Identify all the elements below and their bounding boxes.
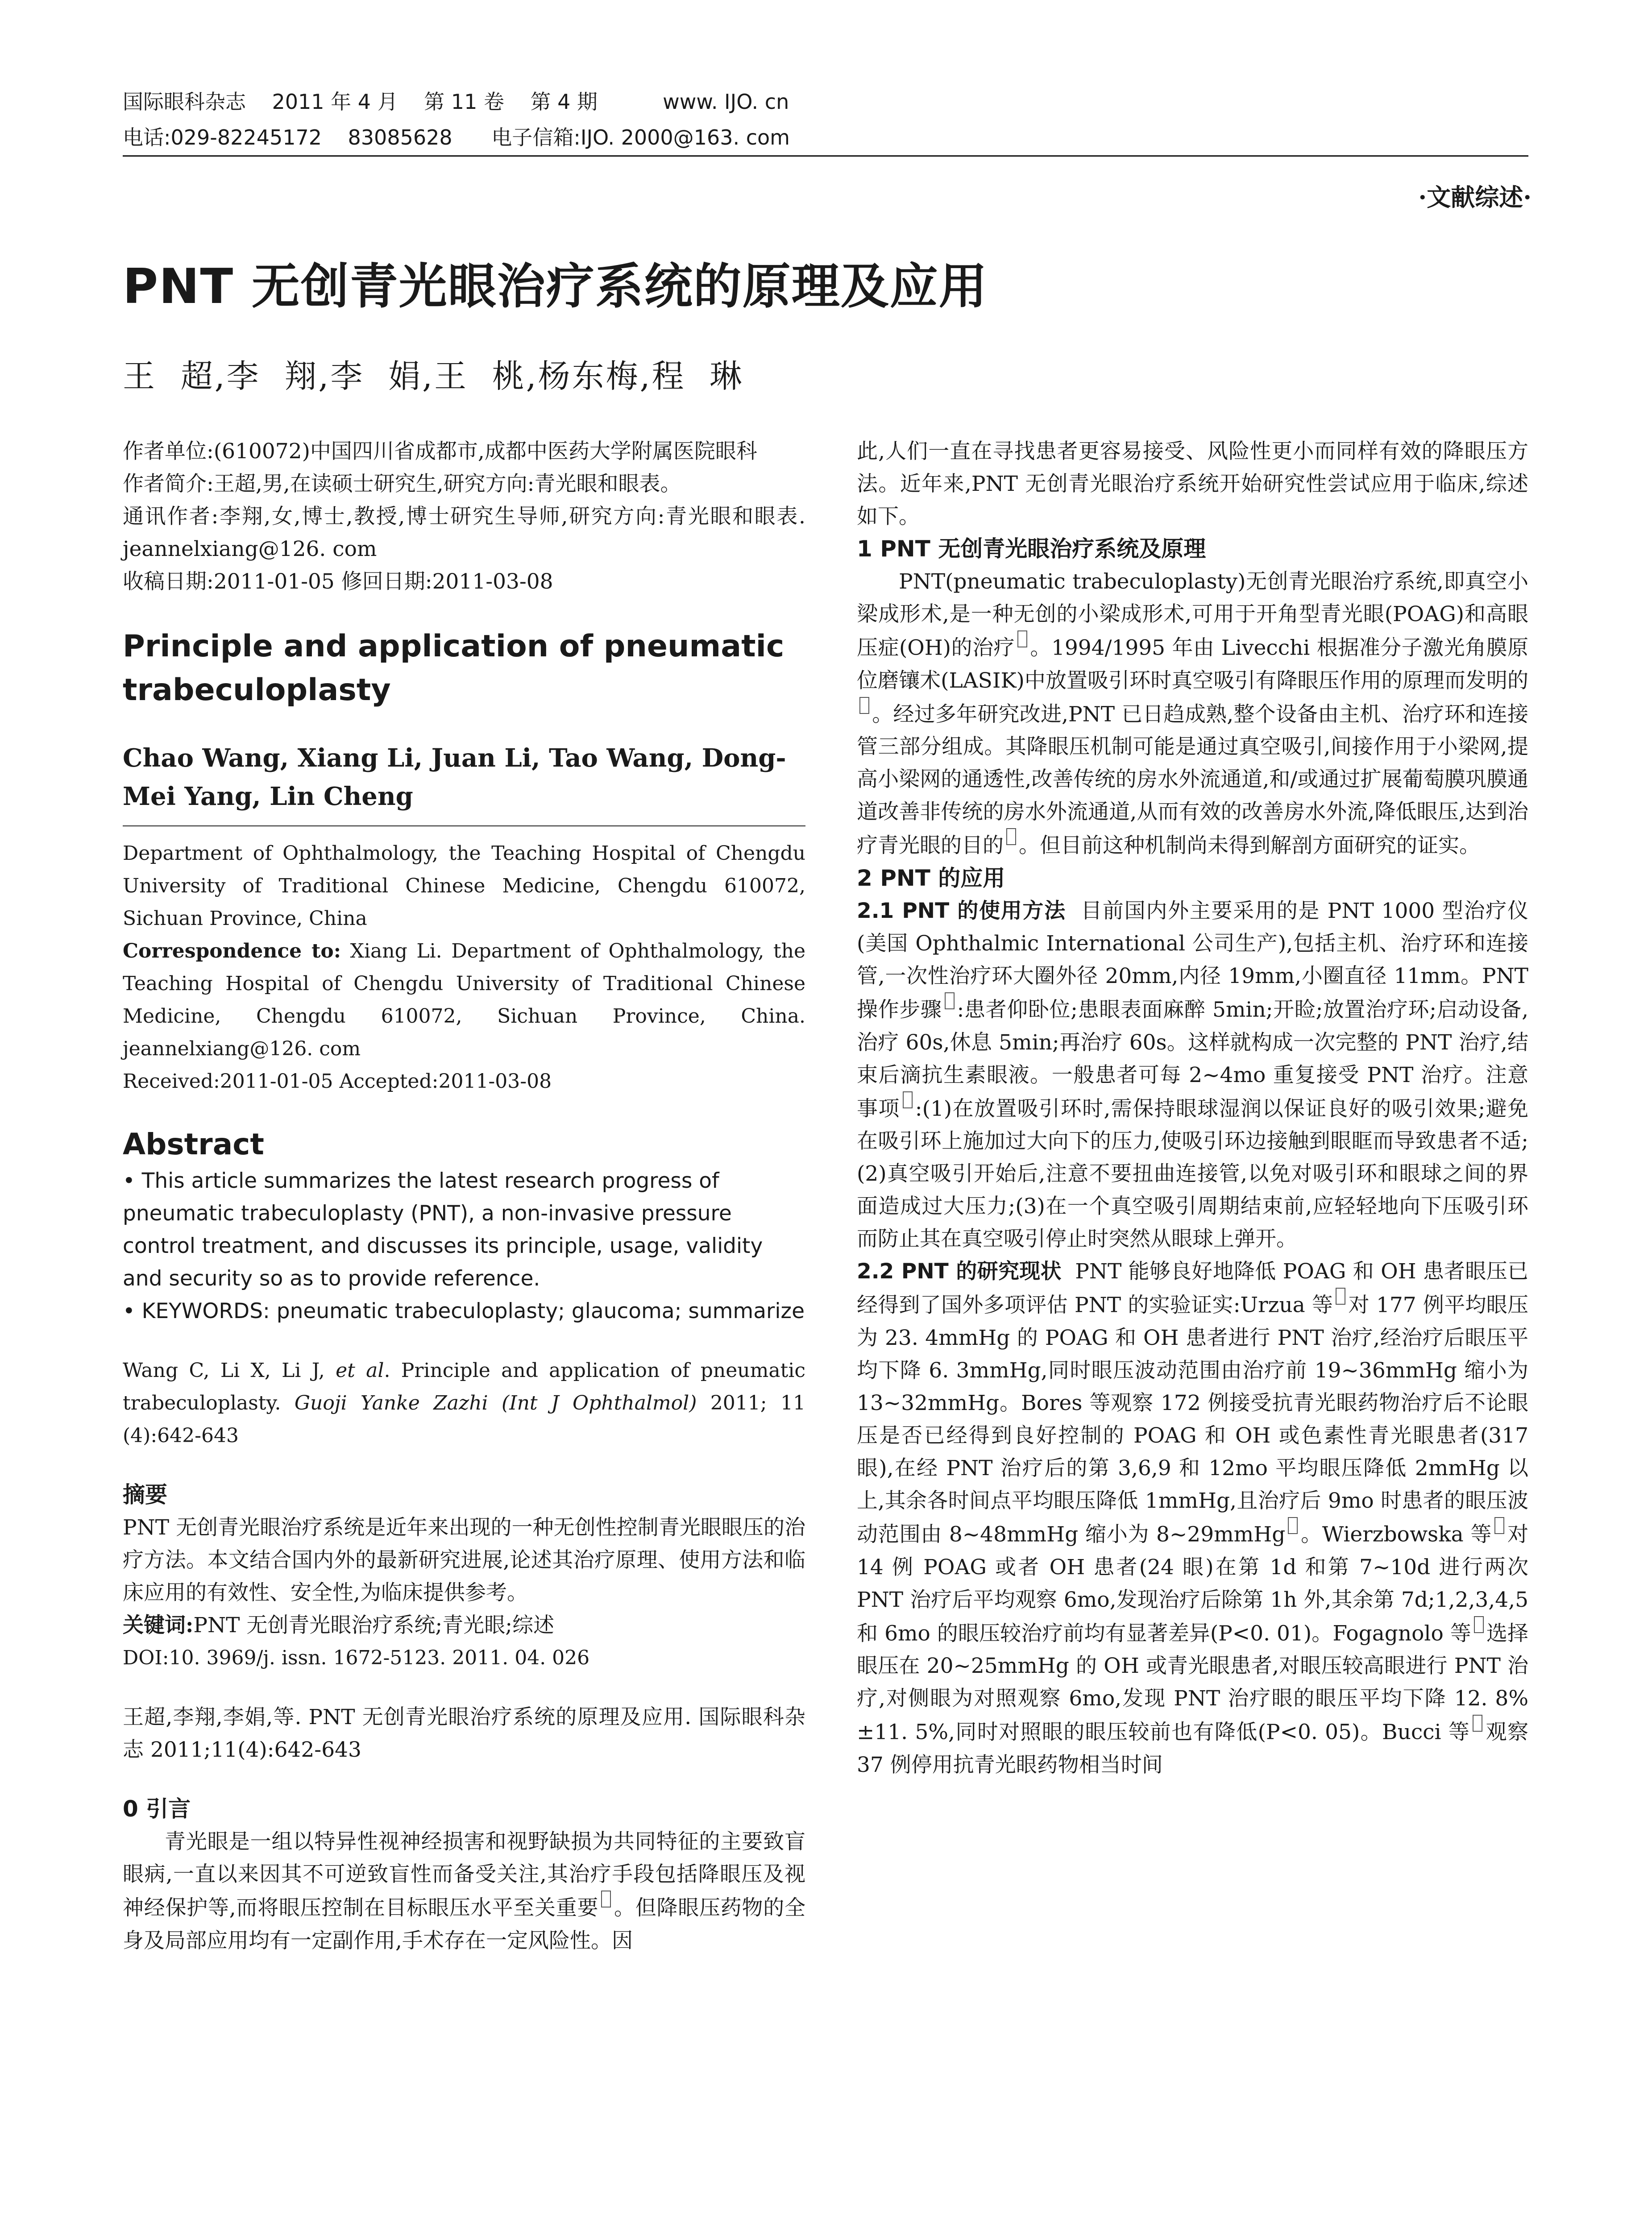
citation-marker [1288,1517,1298,1534]
authors-en: Chao Wang, Xiang Li, Juan Li, Tao Wang, Dong-Mei Yang, Lin Cheng [123,743,786,811]
affiliation-rule [123,825,805,826]
right-column [857,435,1528,1781]
abstract-body-en: • This article summarizes the latest research progress of pneumatic trabeculoplasty (PNT), a non-invasive pressure control treatment, and discusses its principle, usage, validity and security so as to provide reference. [123,1169,763,1291]
citation-marker [859,697,869,714]
dates-cn: 收稿日期:2011-01-05 修回日期:2011-03-08 [123,569,553,594]
correspondence-en [123,935,805,1065]
article-title-en: Principle and application of pneumatic trabeculoplasty [123,629,784,708]
abstract-heading: Abstract [123,1127,264,1161]
citation-marker [1494,1517,1504,1534]
section-2-2-heading: 2.2 PNT 的研究现状 [857,1259,1062,1284]
citation-marker [1017,630,1027,647]
header-rule [123,155,1528,157]
keywords-cn [123,1609,805,1642]
left-column [123,435,805,1957]
citation-marker [1474,1616,1484,1633]
citation-marker [1473,1715,1482,1732]
section-tag: ·文献综述· [1418,183,1532,211]
citation-marker [1336,1288,1345,1305]
citation-marker [1006,828,1016,845]
running-header-contact: 电话:029-82245172 83085628 电子信箱:IJO. 2000@163. com [123,125,790,149]
doi: DOI:10. 3969/j. issn. 1672-5123. 2011. 04. 026 [123,1646,590,1669]
corresponding-author-cn: 通讯作者:李翔,女,博士,教授,博士研究生导师,研究方向:青光眼和眼表. jeannelxiang@126. com [123,504,805,561]
abstract-body-cn: PNT 无创青光眼治疗系统是近年来出现的一种无创性控制青光眼眼压的治疗方法。本文结合国内外的最新研究进展,论述其治疗原理、使用方法和临床应用的有效性、安全性,为临床提供参考。 [123,1515,805,1605]
section-1-paragraph: PNT(pneumatic trabeculoplasty)无创青光眼治疗系统,即真空小梁成形术,是一种无创的小梁成形术,可用于开角型青光眼(POAG)和高眼压症(OH)的治疗 。1994/1995 年由 Livecchi 根据准分子激光角膜原位磨镶术(LASIK)中放置吸引环时真空吸引有降眼压作用的原理而发明的。经过多年研究改进,PNT 已日趋成熟,整个设备由主机、治疗环和连接管三部分组成。其降眼压机制可能是通过真空吸引,间接作用于小梁网,提高小梁网的通透性,改善传统的房水外流通道,和/或通过扩展葡萄膜巩膜通道改善非传统的房水外流通道,从而有效的改善房水外流,降低眼压,达到治疗青光眼的目的 。但目前这种机制尚未得到解剖方面研究的证实。 [857,569,1528,858]
citation-marker [601,1891,611,1908]
citation-marker [945,992,955,1009]
affiliation-cn: 作者单位:(610072)中国四川省成都市,成都中医药大学附属医院眼科 [123,439,757,464]
abstract-cn-heading: 摘要 [123,1482,167,1508]
intro-paragraph: 青光眼是一组以特异性视神经损害和视野缺损为共同特征的主要致盲眼病,一直以来因其不可逆致盲性而备受关注,其治疗手段包括降眼压及视神经保护等,而将眼压控制在目标眼压水平至关重要 。但降眼压药物的全身及局部应用均有一定副作用,手术存在一定风险性。因 [123,1829,805,1953]
intro-heading: 0 引言 [123,1796,191,1822]
correspondence-text: Xiang Li. Department of Ophthalmology, the Teaching Hospital of Chengdu University of Traditional Chinese Medicine, Chengdu 610072, Sichuan Province, China. jeannelxiang@126. com [123,940,805,1060]
intro-continued: 此,人们一直在寻找患者更容易接受、风险性更小而同样有效的降眼压方法。近年来,PNT 无创青光眼治疗系统开始研究性尝试应用于临床,综述如下。 [857,439,1528,529]
dates-en: Received:2011-01-05 Accepted:2011-03-08 [123,1070,552,1093]
keywords-cn-label: 关键词: [123,1613,194,1638]
section-2-heading: 2 PNT 的应用 [857,865,1005,891]
author-bio-cn: 作者简介:王超,男,在读硕士研究生,研究方向:青光眼和眼表。 [123,472,681,496]
citation-cn: 王超,李翔,李娟,等. PNT 无创青光眼治疗系统的原理及应用. 国际眼科杂志 2011;11(4):642-643 [123,1705,805,1762]
citation-en: Wang C, Li X, Li J, et al. Principle and application of pneumatic trabeculoplasty. Guoji Yanke Zazhi (Int J Ophthalmol) 2011; 11 (4):642-643 [123,1359,805,1447]
correspondence-label: Correspondence to: [123,940,341,962]
running-header-journal: 国际眼科杂志 2011 年 4 月 第 11 卷 第 4 期 www. IJO. cn [123,90,789,114]
section-2-2-paragraph: 2.2 PNT 的研究现状 PNT 能够良好地降低 POAG 和 OH 患者眼压已经得到了国外多项评估 PNT 的实验证实:Urzua 等 对 177 例平均眼压为 23. 4mmHg 的 POAG 和 OH 患者进行 PNT 治疗,经治疗后眼压平均下降 6. 3mmHg,同时眼压波动范围由治疗前 19~36mmHg 缩小为 13~32mmHg。Bores 等观察 172 例接受抗青光眼药物治疗后不论眼压是否已经得到良好控制的 POAG 和 OH 或色素性青光眼患者(317 眼),在经 PNT 治疗后的第 3,6,9 和 12mo 平均眼压降低 2mmHg 以上,其余各时间点平均眼压降低 1mmHg,且治疗后 9mo 时患者的眼压波动范围由 8~48mmHg 缩小为 8~29mmHg 。Wierzbowska 等 对 14 例 POAG 或者 OH 患者(24 眼)在第 1d 和第 7~10d 进行两次 PNT 治疗后平均观察 6mo,发现治疗后除第 1h 外,其余第 7d;1,2,3,4,5 和 6mo 的眼压较治疗前均有显著差异(P<0. 01)。Fogagnolo 等 选择眼压在 20~25mmHg 的 OH 或青光眼患者,对眼压较高眼进行 PNT 治疗,对侧眼为对照观察 6mo,发现 PNT 治疗眼的眼压平均下降 12. 8%±11. 5%,同时对照眼的眼压较前也有降低(P<0. 05)。Bucci 等 观察 37 例停用抗青光眼药物相当时间 [857,1259,1529,1777]
section-1-heading: 1 PNT 无创青光眼治疗系统及原理 [857,536,1206,562]
article-title-cn: PNT 无创青光眼治疗系统的原理及应用 [123,259,988,315]
keywords-en: • KEYWORDS: pneumatic trabeculoplasty; glaucoma; summarize [123,1299,805,1323]
department-en: Department of Ophthalmology, the Teaching Hospital of Chengdu University of Traditional Chinese Medicine, Chengdu 610072, Sichuan Province, China [123,842,805,930]
keywords-cn-text: PNT 无创青光眼治疗系统;青光眼;综述 [193,1613,555,1638]
section-2-1-heading: 2.1 PNT 的使用方法 [857,898,1066,923]
authors-cn: 王 超,李 翔,李 娟,王 桃,杨东梅,程 琳 [123,357,744,395]
citation-marker [903,1091,913,1108]
section-2-1-paragraph: 2.1 PNT 的使用方法 目前国内外主要采用的是 PNT 1000 型治疗仪(美国 Ophthalmic International 公司生产),包括主机、治疗环和连接管,一次性治疗环大圈外径 20mm,内径 19mm,小圈直径 11mm。PNT 操作步骤 :患者仰卧位;患眼表面麻醉 5min;开睑;放置治疗环;启动设备,治疗 60s,休息 5min;再治疗 60s。这样就构成一次完整的 PNT 治疗,结束后滴抗生素眼液。一般患者可每 2~4mo 重复接受 PNT 治疗。注意事项 :(1)在放置吸引环时,需保持眼球湿润以保证良好的吸引效果;避免在吸引环上施加过大向下的压力,使吸引环边接触到眼眶而导致患者不适;(2)真空吸引开始后,注意不要扭曲连接管,以免对吸引环和眼球之间的界面造成过大压力;(3)在一个真空吸引周期结束前,应轻轻地向下压吸引环而防止其在真空吸引停止时突然从眼球上弹开。 [857,898,1529,1252]
